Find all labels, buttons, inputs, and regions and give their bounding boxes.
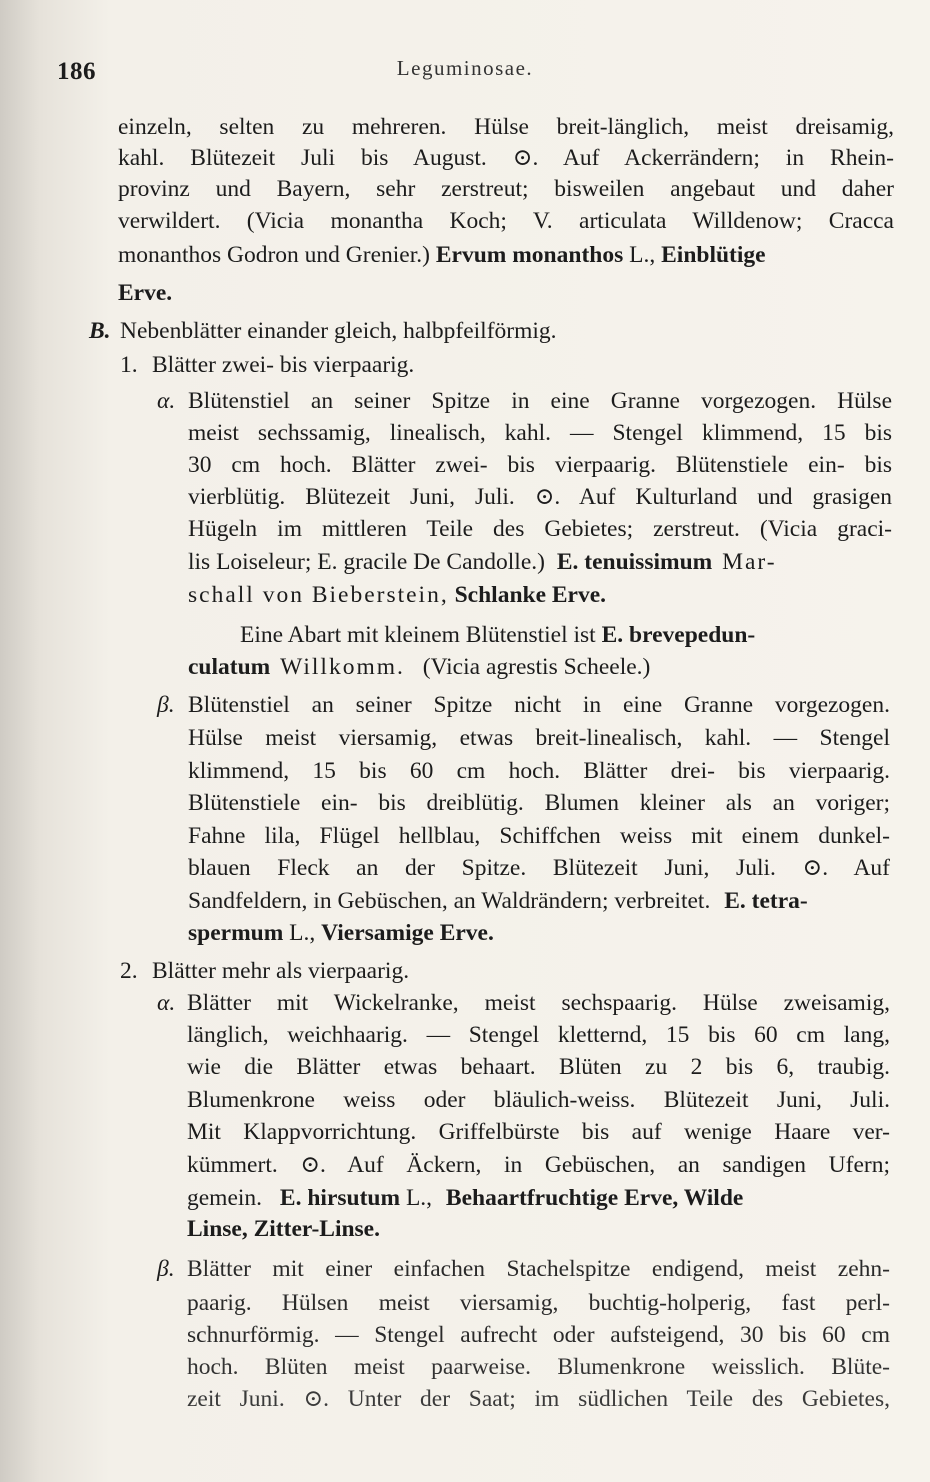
text-line: 30 cm hoch. Blätter zwei- bis vierpaarig. Blütenstiele ein- bis	[188, 452, 892, 478]
text-line: paarig. Hülsen meist viersamig, buchtig-holperig, fast perl-	[187, 1290, 890, 1316]
taxon-name: culatum	[188, 654, 271, 680]
item-number: 1.	[120, 352, 138, 378]
section-label: B.	[89, 318, 111, 344]
item-greek-label: α.	[157, 388, 176, 414]
text-run: lis Loiseleur; E. gracile De Candolle.)	[188, 549, 545, 575]
taxon-name: E. hirsutum	[279, 1185, 401, 1211]
item-greek-label: α.	[157, 990, 176, 1016]
text-line: länglich, weichhaarig. — Stengel kletternd, 15 bis 60 cm lang,	[187, 1022, 890, 1048]
text-line: Mit Klappvorrichtung. Griffelbürste bis auf wenige Haare ver-	[187, 1119, 890, 1145]
text-line	[118, 240, 894, 270]
item-number: 2.	[120, 958, 138, 984]
item-heading: Blätter mehr als vierpaarig.	[152, 958, 410, 984]
common-name: Einblütige	[661, 242, 766, 268]
text-line: vierblütig. Blütezeit Juni, Juli. ⊙. Auf Kulturland und grasigen	[188, 484, 892, 510]
text-line: Blütenstiele ein- bis dreiblütig. Blumen kleiner als an voriger;	[188, 790, 890, 816]
text-line: Blätter mit einer einfachen Stachelspitze endigend, meist zehn-	[187, 1256, 890, 1282]
taxon-name: E. tenuissimum	[556, 549, 713, 575]
taxon-name: E. brevepedun-	[601, 622, 756, 648]
text-line: klimmend, 15 bis 60 cm hoch. Blätter drei- bis vierpaarig.	[188, 758, 890, 784]
page-number: 186	[57, 58, 96, 85]
text-line	[188, 886, 808, 916]
text-line	[188, 547, 892, 577]
text-line: einzeln, selten zu mehreren. Hülse breit-länglich, meist dreisamig,	[118, 114, 894, 140]
text-line	[240, 620, 892, 650]
text-line: blauen Fleck an der Spitze. Blütezeit Juni, Juli. ⊙. Auf	[188, 855, 890, 881]
text-line: Hügeln im mittleren Teile des Gebietes; zerstreut. (Vicia graci-	[188, 516, 892, 542]
text-line	[188, 652, 650, 682]
item-greek-label: β.	[157, 692, 175, 718]
text-line: Blätter mit Wickelranke, meist sechspaarig. Hülse zweisamig,	[187, 990, 890, 1016]
text-line: Hülse meist viersamig, etwas breit-linealisch, kahl. — Stengel	[188, 725, 890, 751]
taxon-name: spermum	[188, 920, 284, 946]
text-line: kahl. Blütezeit Juli bis August. ⊙. Auf Ackerrändern; in Rhein-	[118, 145, 894, 171]
text-line: meist sechssamig, linealisch, kahl. — Stengel klimmend, 15 bis	[188, 420, 892, 446]
text-line: schnurförmig. — Stengel aufrecht oder aufsteigend, 30 bis 60 cm	[187, 1322, 890, 1348]
text-line: wie die Blätter etwas behaart. Blüten zu 2 bis 6, traubig.	[187, 1054, 890, 1080]
text-run: monanthos Godron und Grenier.)	[118, 242, 430, 268]
text-run: (Vicia agrestis Scheele.)	[422, 654, 651, 680]
text-run: Eine Abart mit kleinem Blütenstiel ist	[240, 622, 596, 648]
text-line: Fahne lila, Flügel hellblau, Schiffchen weiss mit einem dunkel-	[188, 823, 890, 849]
text-line	[188, 580, 606, 610]
common-name: Behaartfruchtige Erve, Wilde	[445, 1185, 744, 1211]
taxon-name: E. tetra-	[724, 888, 808, 914]
text-line	[188, 918, 494, 948]
text-line: kümmert. ⊙. Auf Äckern, in Gebüschen, an sandigen Ufern;	[187, 1152, 890, 1178]
running-title: Leguminosae.	[396, 56, 534, 80]
text-line: zeit Juni. ⊙. Unter der Saat; im südlichen Teile des Gebietes,	[187, 1386, 890, 1412]
author-abbrev: L.,	[629, 242, 656, 268]
text-line: verwildert. (Vicia monantha Koch; V. articulata Willdenow; Cracca	[118, 208, 894, 234]
text-line	[187, 1183, 890, 1213]
text-line	[118, 278, 172, 308]
author-name: Mar-	[722, 549, 777, 575]
text-line: hoch. Blüten meist paarweise. Blumenkrone weisslich. Blüte-	[187, 1354, 890, 1380]
author-abbrev: L.,	[289, 920, 316, 946]
section-heading: Nebenblätter einander gleich, halbpfeilförmig.	[120, 318, 557, 344]
author-name: schall von Bieberstein,	[188, 582, 449, 608]
taxon-name: Ervum monanthos	[435, 242, 624, 268]
common-name: Linse, Zitter-Linse.	[187, 1216, 380, 1242]
text-line: provinz und Bayern, sehr zerstreut; bisweilen angebaut und daher	[118, 176, 894, 202]
common-name: Schlanke Erve.	[454, 582, 607, 608]
author-name: Willkomm.	[280, 654, 405, 680]
item-heading: Blätter zwei- bis vierpaarig.	[152, 352, 415, 378]
page-header	[0, 50, 930, 90]
text-line: Blumenkrone weiss oder bläulich-weiss. Blütezeit Juni, Juli.	[187, 1087, 890, 1113]
text-run: Sandfeldern, in Gebüschen, an Waldrändern; verbreitet.	[188, 888, 711, 914]
common-name: Erve.	[118, 280, 173, 306]
text-line: Blütenstiel an seiner Spitze in eine Granne vorgezogen. Hülse	[188, 388, 892, 414]
text-run: gemein.	[187, 1185, 263, 1211]
author-abbrev: L.,	[405, 1185, 433, 1211]
item-greek-label: β.	[157, 1256, 175, 1282]
common-name: Viersamige Erve.	[321, 920, 494, 946]
text-line: Blütenstiel an seiner Spitze nicht in eine Granne vorgezogen.	[188, 692, 890, 718]
text-line	[187, 1214, 380, 1244]
